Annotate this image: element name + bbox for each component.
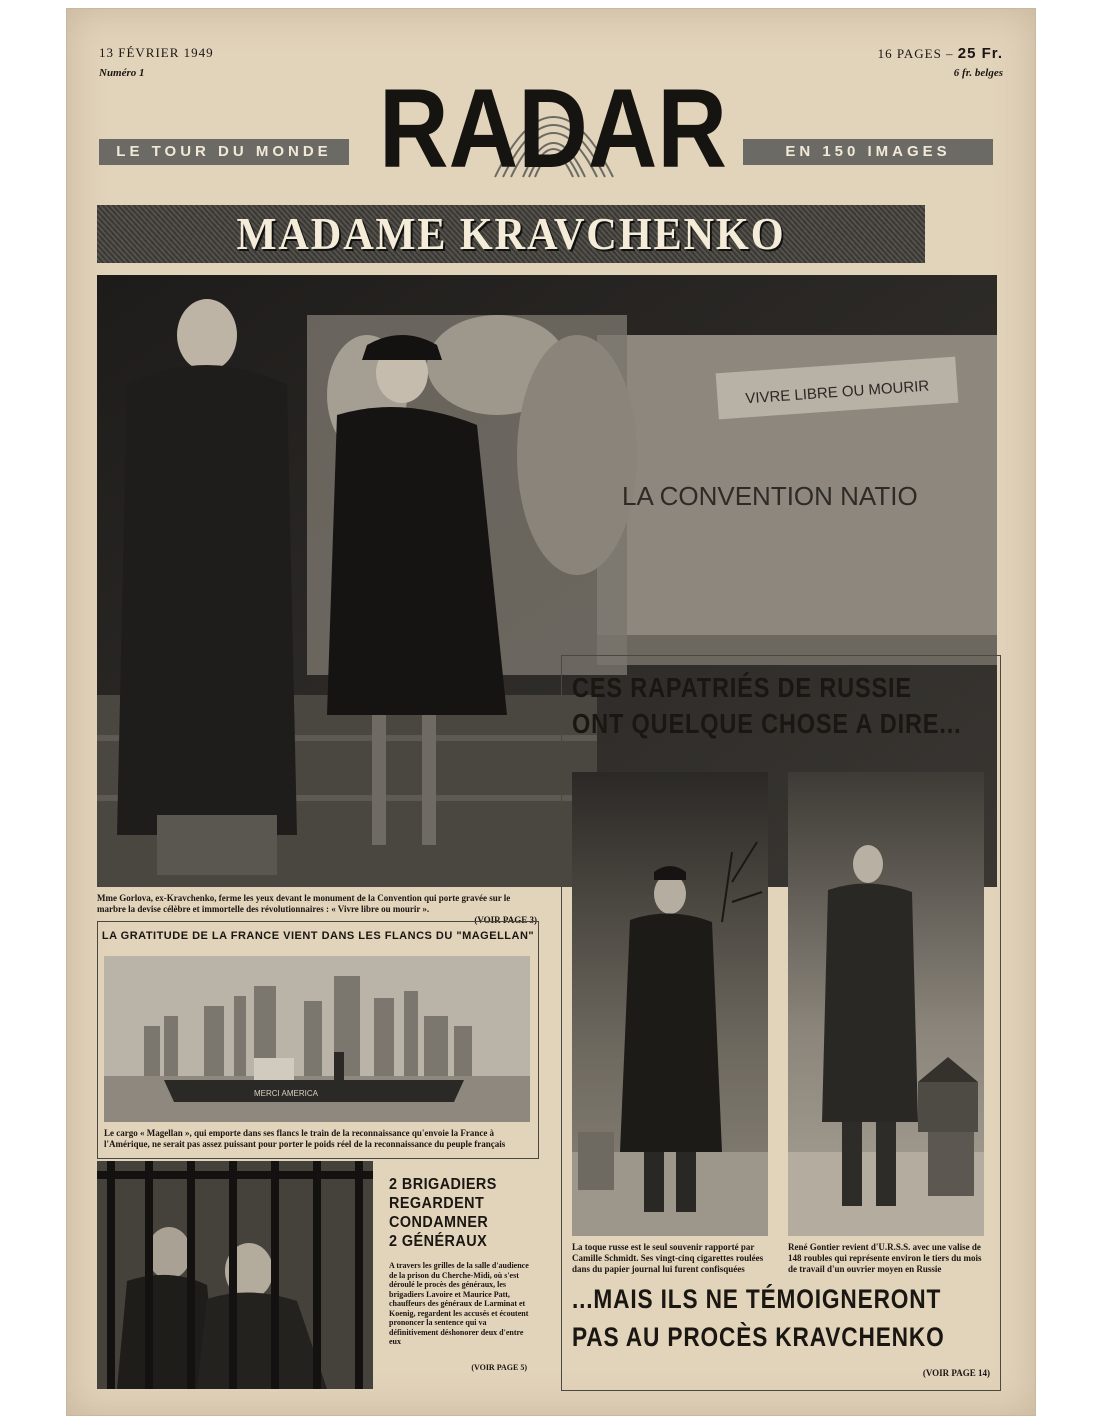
price-belgium: 6 fr. belges xyxy=(953,67,1003,79)
jail-photo xyxy=(97,1161,373,1389)
magellan-story xyxy=(97,921,539,1159)
repatrie-caption-2: René Gontier revient d'U.R.S.S. avec une valise de 148 roubles qui représente environ le tiers du mois de travail d'un ouvrier moyen en Russie xyxy=(788,1242,982,1274)
radar-logo xyxy=(373,49,733,189)
main-headline: MADAME KRAVCHENKO xyxy=(97,205,925,263)
brigadiers-text: A travers les grilles de la salle d'audience de la prison du Cherche-Midi, où s'est déroulé le procès des généraux, les brigadiers Lavoire et Maurice Patt, chauffeurs des généraux de Larminat et Koenig, regardent les accusés et écoutent prononcer la sentence qui va définitivement déshonorer deux d'entre eux xyxy=(389,1261,529,1346)
brigadiers-title-line: REGARDENT xyxy=(389,1195,485,1212)
logo-text: RADAR xyxy=(379,66,727,191)
magellan-caption: Le cargo « Magellan », qui emporte dans ses flancs le train de la reconnaissance qu'envoie la France à l'Amérique, ne serait pas assez puissant pour porter le poids réel de la reconnaissance du peuple français xyxy=(104,1128,506,1149)
repatries-subheadline-line: ...MAIS ILS NE TÉMOIGNERONT xyxy=(572,1284,942,1314)
repatries-story xyxy=(561,655,1001,1391)
brigadiers-title-line: 2 GÉNÉRAUX xyxy=(389,1233,488,1250)
magellan-title: LA GRATITUDE DE LA FRANCE VIENT DANS LES FLANCS DU "MAGELLAN" xyxy=(101,930,535,942)
repatrie-photo-2 xyxy=(788,772,984,1236)
brigadiers-title xyxy=(389,1175,515,1251)
repatries-title-line: ONT QUELQUE CHOSE A DIRE... xyxy=(572,708,962,739)
repatries-subheadline xyxy=(572,1280,945,1356)
brigadiers-title-line: CONDAMNER xyxy=(389,1214,489,1231)
price-pages: 16 PAGES – xyxy=(877,46,954,61)
price xyxy=(878,45,1003,62)
issue-date: 13 FÉVRIER 1949 xyxy=(99,45,214,60)
brigadiers-title-line: 2 BRIGADIERS xyxy=(389,1176,497,1193)
issue-number: Numéro 1 xyxy=(99,67,145,79)
repatries-title-line: CES RAPATRIÉS DE RUSSIE xyxy=(572,672,912,703)
repatries-ref: (VOIR PAGE 14) xyxy=(922,1368,990,1378)
monument-text: LA CONVENTION NATIO xyxy=(622,481,918,511)
repatries-title xyxy=(572,670,962,742)
tagline-right: EN 150 IMAGES xyxy=(743,139,993,165)
magellan-photo xyxy=(104,956,530,1122)
sign-text: VIVRE LIBRE OU MOURIR xyxy=(744,377,930,408)
repatrie-caption-1: La toque russe est le seul souvenir rapporté par Camille Schmidt. Ses vingt-cinq cigarettes roulées dans du papier journal lui furent confisquées xyxy=(572,1242,764,1274)
main-caption-ref: (VOIR PAGE 3) xyxy=(474,915,537,925)
ship-text: MERCI AMERICA xyxy=(254,1089,319,1098)
price-value: 25 Fr. xyxy=(957,45,1003,62)
main-caption-text: Mme Gorlova, ex-Kravchenko, ferme les yeux devant le monument de la Convention qui porte gravée sur le marbre la devise célèbre et immortelle des révolutionnaires : « Vivre libre ou mourir ». xyxy=(97,893,511,914)
brigadiers-ref: (VOIR PAGE 5) xyxy=(471,1363,527,1372)
tagline-left: LE TOUR DU MONDE xyxy=(99,139,349,165)
brigadiers-story xyxy=(379,1161,537,1389)
repatrie-photo-1 xyxy=(572,772,768,1236)
newspaper-page xyxy=(66,8,1036,1416)
repatries-subheadline-line: PAS AU PROCÈS KRAVCHENKO xyxy=(572,1322,945,1352)
